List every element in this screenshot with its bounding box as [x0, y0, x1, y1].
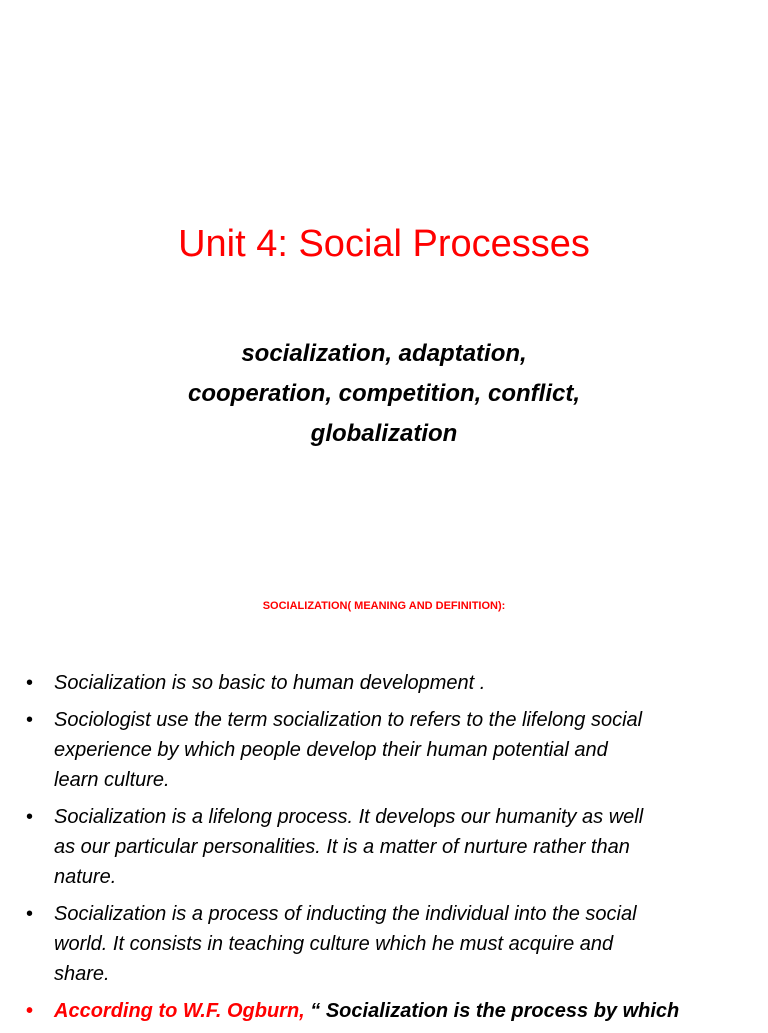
bullet-icon: •: [26, 672, 34, 694]
list-item: [24, 705, 744, 795]
bullet-text-line: Socialization is a lifelong process. It develops our humanity as well: [54, 806, 644, 828]
subtitle-line: globalization: [310, 420, 458, 447]
bullet-text-line: Socialization is so basic to human development .: [54, 672, 486, 694]
bullet-text-line: share.: [54, 963, 110, 985]
list-item: [24, 802, 744, 892]
subtitle-line: socialization, adaptation,: [241, 340, 527, 367]
bullet-list: [24, 668, 744, 1033]
bullet-icon: •: [26, 1000, 34, 1022]
subtitle-line: cooperation, competition, conflict,: [187, 380, 580, 407]
bullet-text-line: Socialization is a process of inducting the individual into the social: [54, 903, 637, 925]
bullet-text-line: experience by which people develop their human potential and: [54, 739, 608, 761]
quote-item: [24, 996, 744, 1026]
slide-title: Unit 4: Social Processes: [178, 223, 590, 265]
bullet-icon: •: [26, 709, 34, 731]
slide-subtitle: [60, 334, 708, 454]
section-heading: SOCIALIZATION( MEANING AND DEFINITION):: [262, 600, 506, 612]
bullet-icon: •: [26, 903, 34, 925]
list-item: [24, 668, 744, 698]
bullet-text-line: Sociologist use the term socialization to refers to the lifelong social: [54, 709, 643, 731]
quote-line: [54, 996, 744, 1026]
quote-author: According to W.F. Ogburn,: [54, 1000, 305, 1022]
bullet-text-line: as our particular personalities. It is a matter of nurture rather than: [54, 836, 630, 858]
quote-text: “ Socialization is the process by which: [304, 1000, 680, 1022]
bullet-text-line: world. It consists in teaching culture which he must acquire and: [54, 933, 614, 955]
bullet-icon: •: [26, 806, 34, 828]
list-item: [24, 899, 744, 989]
bullet-text-line: learn culture.: [54, 769, 170, 791]
bullet-text-line: nature.: [54, 866, 117, 888]
